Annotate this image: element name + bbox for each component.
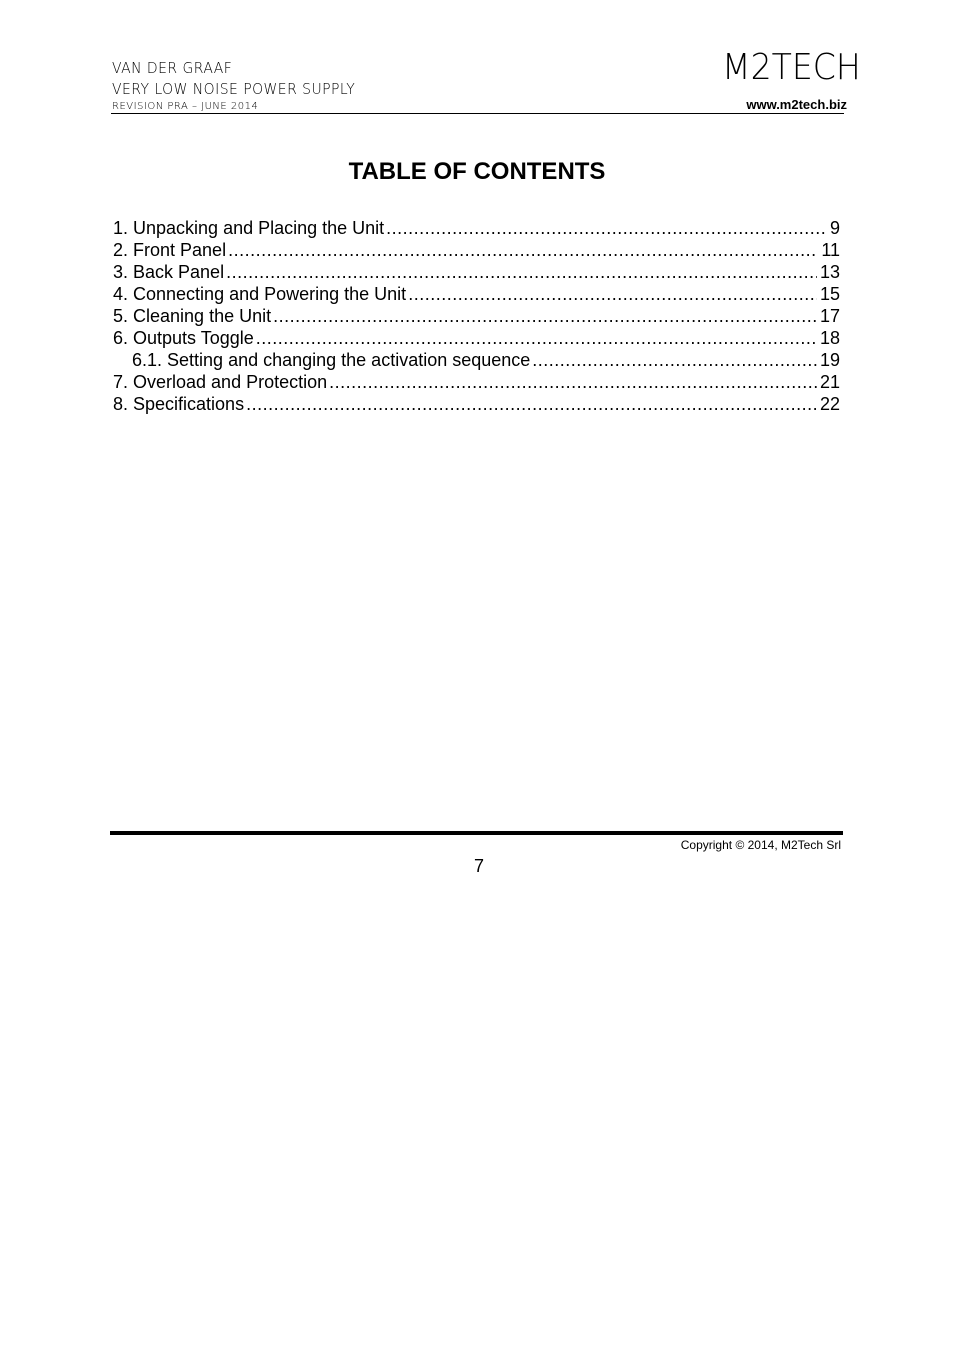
toc-dot-leader [408,283,817,305]
toc-entry[interactable] [113,217,840,239]
toc-dot-leader [256,327,817,349]
header-divider [111,113,844,114]
toc-entry-page: 15 [819,284,840,304]
toc-dot-leader [273,305,817,327]
toc-entry-page: 22 [819,394,840,414]
toc-entry-label: 2. Front Panel [113,240,227,260]
document-header [112,58,374,113]
toc-dot-leader [226,261,817,283]
toc-entry-page: 13 [819,262,840,282]
toc-entry-label: 7. Overload and Protection [113,372,328,392]
toc-entry-label: 6.1. Setting and changing the activation sequence [132,350,531,370]
toc-title: TABLE OF CONTENTS [348,158,606,185]
toc-entry-page: 18 [819,328,840,348]
toc-entry-page: 11 [821,240,840,260]
revision-info: REVISION PRA – JUNE 2014 [112,101,259,112]
product-brand: VAN DER GRAAF [112,59,233,77]
toc-entry[interactable] [113,283,840,305]
toc-entry-label: 8. Specifications [113,394,245,414]
toc-entry-label: 1. Unpacking and Placing the Unit [113,218,385,238]
toc-entry-label: 5. Cleaning the Unit [113,306,272,326]
toc-entry-page: 9 [829,218,840,238]
toc-entry-page: 21 [819,372,840,392]
toc-entry[interactable] [113,239,840,261]
toc-entry-label: 6. Outputs Toggle [113,328,254,348]
copyright-notice: Copyright © 2014, M2Tech Srl [680,838,841,852]
toc-dot-leader [329,371,817,393]
toc-dot-leader [532,349,817,371]
table-of-contents [113,217,840,415]
toc-subentry[interactable] [113,349,840,371]
website-url: www.m2tech.biz [746,97,847,112]
toc-entry[interactable] [113,393,840,415]
toc-entry-label: 4. Connecting and Powering the Unit [113,284,407,304]
toc-entry[interactable] [113,327,840,349]
toc-dot-leader [228,239,818,261]
page-number: 7 [473,856,484,876]
toc-entry[interactable] [113,371,840,393]
toc-entry-page: 17 [819,306,840,326]
toc-entry-page: 19 [819,350,840,370]
toc-entry-label: 3. Back Panel [113,262,225,282]
toc-dot-leader [246,393,817,415]
product-description: VERY LOW NOISE POWER SUPPLY [112,80,356,98]
company-logo: M2TECH [722,47,861,88]
footer-divider [110,831,843,835]
toc-entry[interactable] [113,305,840,327]
toc-dot-leader [386,217,827,239]
toc-entry[interactable] [113,261,840,283]
